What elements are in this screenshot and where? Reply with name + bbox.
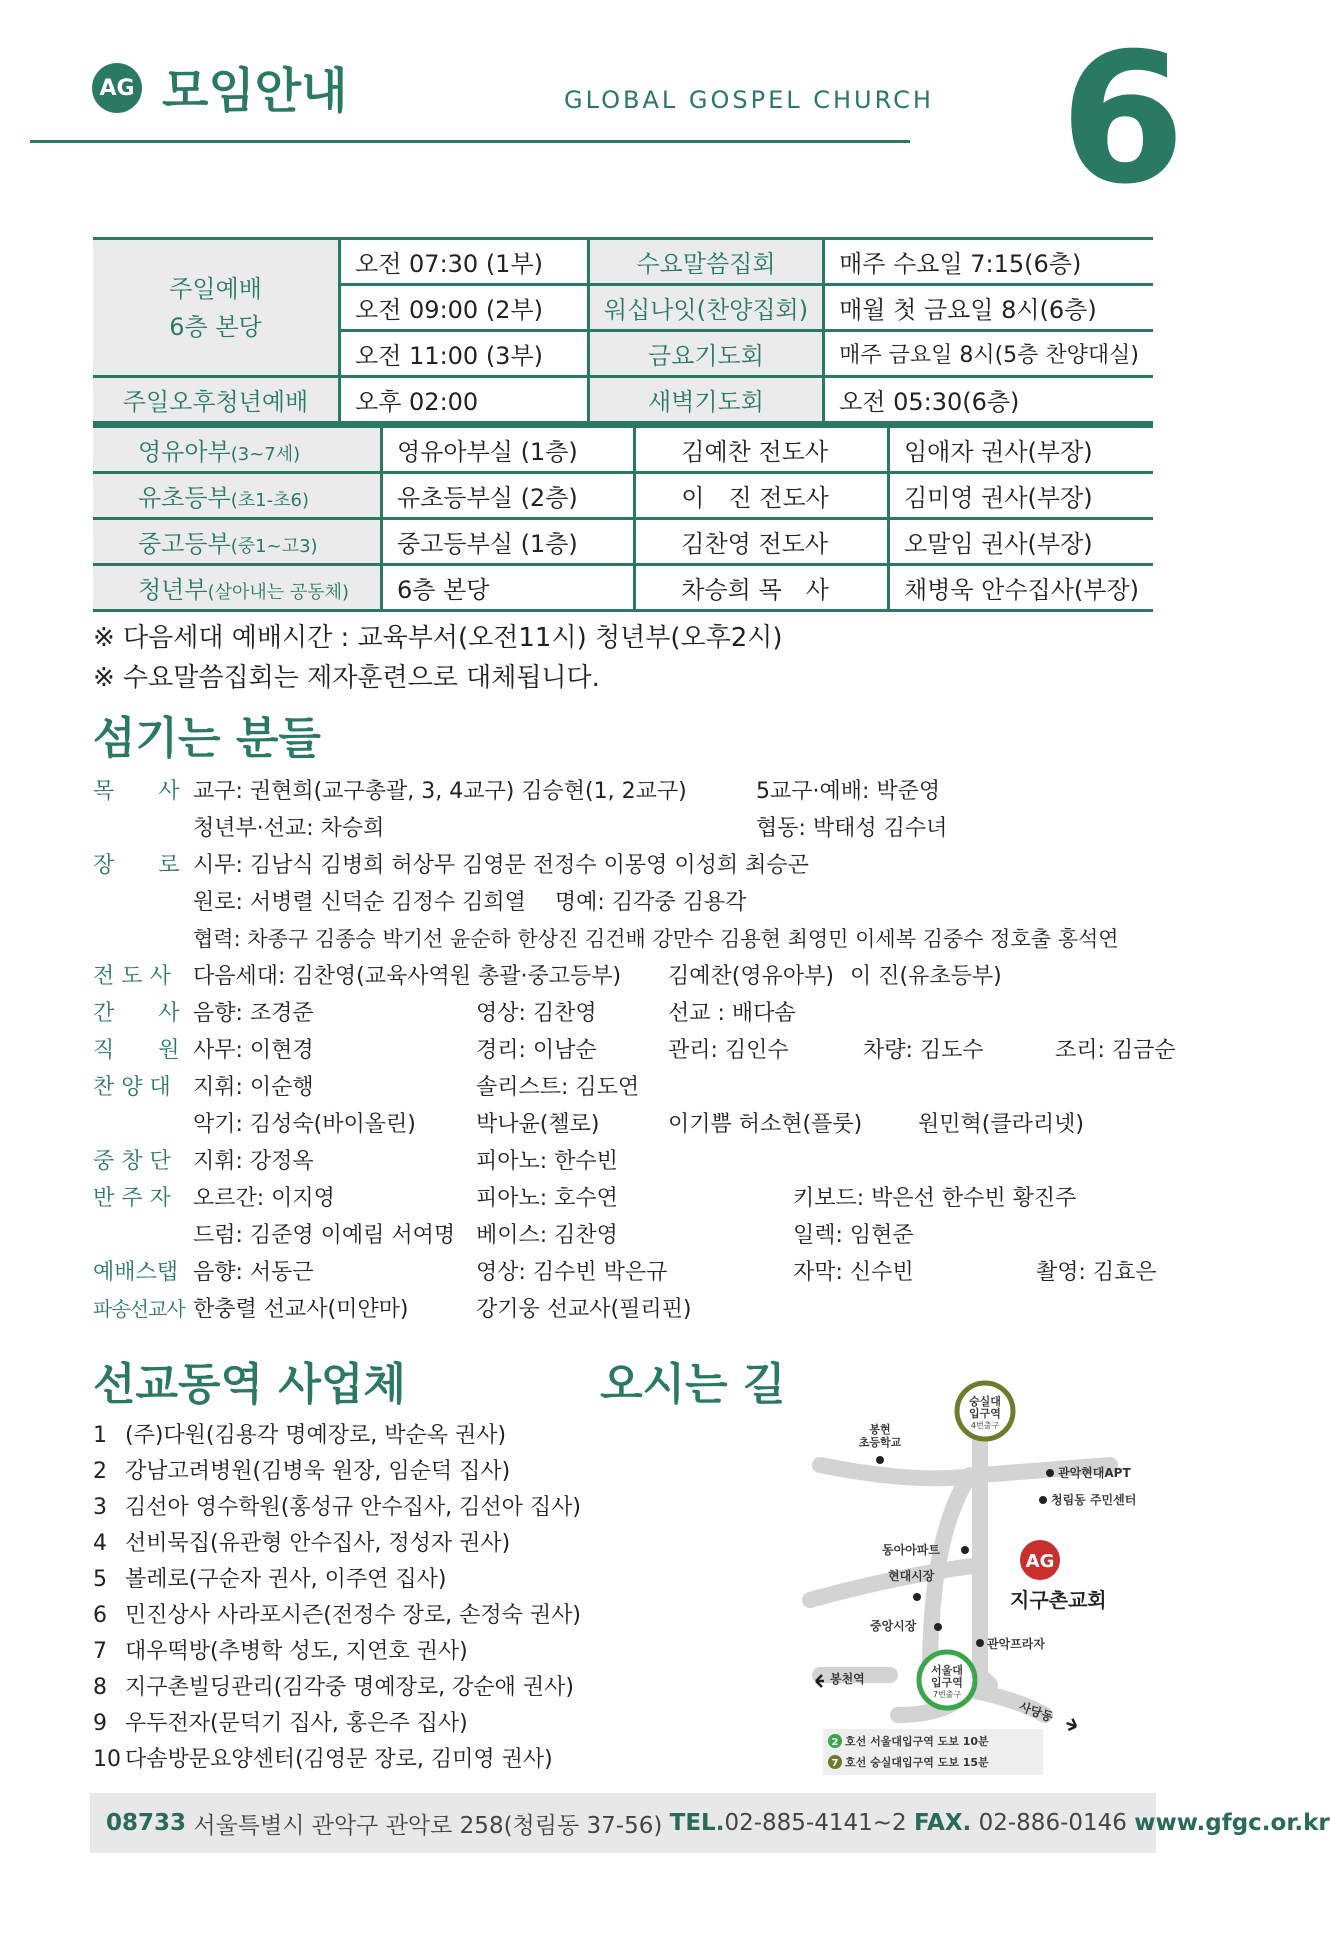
staff-entry: 조리: 김금순	[1055, 1038, 1176, 1063]
directions-section-title: 오시는 길	[600, 1359, 786, 1410]
station-bottom-name: 서울대	[931, 1664, 963, 1677]
staff-entry: 교구: 권현희(교구총괄, 3, 4교구) 김승현(1, 2교구)	[193, 779, 687, 804]
meeting-time: 매주 수요일 7:15(6층)	[824, 239, 1153, 285]
youth-worship-time: 오후 02:00	[340, 377, 589, 423]
meeting-label: 금요기도회	[588, 331, 823, 377]
staff-row-accompanist	[93, 1180, 1193, 1217]
meeting-time: 매주 금요일 8시(5층 찬양대실)	[824, 331, 1153, 377]
apt-label: 관악현대APT	[1058, 1466, 1131, 1480]
market1-dot	[913, 1593, 921, 1601]
station-bottom-exit: 7번출구	[932, 1690, 962, 1699]
staff-entry: 베이스: 김찬영	[476, 1223, 618, 1248]
department-pastor: 이 진 전도사	[635, 473, 889, 519]
list-item: 5 볼레로(구순자 권사, 이주연 집사)	[93, 1567, 447, 1592]
staff-entry: 협동: 박태성 김수녀	[756, 816, 948, 841]
staff-entry: 드럼: 김준영 이예림 서여명	[193, 1223, 456, 1248]
department-name: 중고등부	[138, 530, 231, 558]
school-label: 봉현	[869, 1423, 891, 1436]
department-age: (초1-초6)	[230, 490, 309, 511]
department-table	[93, 423, 1153, 612]
role-label: 간 사	[93, 1001, 180, 1026]
staff-entry: 음향: 서동근	[193, 1260, 314, 1285]
business-name: 김선아 영수학원(홍성규 안수집사, 김선아 집사)	[125, 1495, 581, 1520]
department-room: 중고등부실 (1층)	[382, 519, 635, 565]
business-name: (주)다원(김용각 명예장로, 박순옥 권사)	[125, 1423, 507, 1448]
staff-entry: 지휘: 이순행	[193, 1075, 314, 1100]
staff-entry: 이 진(유초등부)	[850, 964, 1002, 989]
staff-entry: 원로: 서병렬 신덕순 김정수 김희열 명예: 김각중 김용각	[193, 890, 747, 915]
meeting-label: 워십나잇(찬양집회)	[588, 285, 823, 331]
staff-entry: 청년부·선교: 차승희	[193, 816, 385, 841]
footer-bar	[90, 1793, 1330, 1853]
table-row	[93, 565, 1153, 611]
staff-row-gansa	[93, 995, 1193, 1032]
market1-label: 현대시장	[888, 1569, 935, 1583]
department-age: (중1~고3)	[230, 536, 318, 557]
staff-row-ensemble	[93, 1143, 1193, 1180]
station-top-name2: 입구역	[969, 1407, 1001, 1420]
line7-directions: 호선 숭실대입구역 도보 15분	[845, 1756, 989, 1769]
donga-label: 동아아파트	[882, 1543, 940, 1557]
footer-address: 서울특별시 관악구 관악로 258(청림동 37-56)	[186, 1812, 670, 1839]
role-label: 직 원	[93, 1038, 180, 1063]
staff-entry: 악기: 김성숙(바이올린)	[193, 1112, 416, 1137]
role-label: 전 도 사	[93, 964, 171, 989]
department-age: (살아내는 공동체)	[207, 582, 350, 603]
worship-time: 오전 07:30 (1부)	[340, 239, 589, 285]
staff-entry: 피아노: 호수연	[476, 1186, 618, 1211]
left-direction-label: 봉천역	[830, 1672, 865, 1686]
page-title: 모임안내	[162, 63, 348, 119]
staff-entry: 이기쁨 허소현(플룻)	[668, 1112, 863, 1137]
staff-row-missionary	[93, 1291, 1193, 1328]
worship-time: 오전 09:00 (2부)	[340, 285, 589, 331]
department-pastor: 차승희 목 사	[635, 565, 889, 611]
meeting-label: 수요말씀집회	[588, 239, 823, 285]
table-row	[93, 426, 1153, 473]
department-room: 유초등부실 (2층)	[382, 473, 635, 519]
meeting-time: 오전 05:30(6층)	[824, 377, 1153, 423]
footer-tel: 02-885-4141~2	[724, 1810, 914, 1836]
line2-number: 2	[831, 1737, 839, 1748]
staff-row-staffer	[93, 1032, 1193, 1069]
staff-row-elder-3	[93, 921, 1193, 958]
church-map-name: 지구촌교회	[1010, 1588, 1107, 1612]
staff-entry: 일렉: 임현준	[793, 1223, 914, 1248]
business-name: 선비묵집(유관형 안수집사, 정성자 권사)	[125, 1531, 511, 1556]
worship-table	[93, 237, 1153, 424]
staff-entry: 5교구·예배: 박준영	[756, 779, 941, 804]
staff-entry: 솔리스트: 김도연	[476, 1075, 640, 1100]
staff-section-title: 섬기는 분들	[93, 713, 321, 764]
business-name: 강남고려병원(김병욱 원장, 임순덕 집사)	[125, 1459, 511, 1484]
business-name: 민진상사 사라포시즌(전정수 장로, 손정숙 권사)	[125, 1603, 581, 1628]
church-map-logo-text: AG	[1025, 1551, 1055, 1572]
staff-row-accompanist-2	[93, 1217, 1193, 1254]
staff-entry: 사무: 이현경	[193, 1038, 314, 1063]
list-item: 6 민진상사 사라포시즌(전정수 장로, 손정숙 권사)	[93, 1603, 581, 1628]
staff-row-pastor-2	[93, 810, 1193, 847]
center-dot	[1039, 1496, 1047, 1504]
staff-row-choir	[93, 1069, 1193, 1106]
staff-entry: 박나윤(첼로)	[476, 1112, 600, 1137]
department-head: 채병욱 안수집사(부장)	[888, 565, 1153, 611]
staff-entry: 협력: 차종구 김종승 박기선 윤순하 한상진 김건배 강만수 김용현 최영민 이세복 김중수 정호출 홍석연	[193, 927, 1119, 951]
market2-dot	[934, 1623, 942, 1631]
footer-fax: 02-886-0146	[971, 1810, 1135, 1836]
department-room: 6층 본당	[382, 565, 635, 611]
role-label: 장 로	[93, 853, 180, 878]
school-dot	[876, 1456, 884, 1464]
line7-number: 7	[831, 1758, 839, 1769]
center-label: 청림동 주민센터	[1051, 1493, 1137, 1507]
department-pastor: 김찬영 전도사	[635, 519, 889, 565]
staff-entry: 음향: 조경준	[193, 1001, 314, 1026]
list-item: 10 다솜방문요양센터(김영문 장로, 김미영 권사)	[93, 1747, 553, 1772]
staff-list	[93, 773, 1193, 1328]
business-name: 지구촌빌딩관리(김각중 명예장로, 강순애 권사)	[125, 1675, 574, 1700]
staff-entry: 영상: 김수빈 박은규	[476, 1260, 668, 1285]
sunday-worship-label: 주일예배	[169, 274, 262, 303]
footer-website-link[interactable]: www.gfgc.or.kr	[1134, 1810, 1330, 1836]
right-arrow-icon	[1065, 1717, 1079, 1732]
list-item: 2 강남고려병원(김병욱 원장, 임순덕 집사)	[93, 1459, 511, 1484]
staff-row-worship-staff	[93, 1254, 1193, 1291]
staff-entry: 관리: 김인수	[668, 1038, 789, 1063]
line2-directions: 호선 서울대입구역 도보 10분	[845, 1735, 989, 1748]
note-line: ※ 수요말씀집회는 제자훈련으로 대체됩니다.	[93, 663, 600, 693]
staff-entry: 한충렬 선교사(미얀마)	[193, 1297, 409, 1322]
role-label: 중 창 단	[93, 1149, 171, 1174]
role-label: 파송선교사	[93, 1297, 185, 1321]
department-name: 유초등부	[138, 484, 231, 512]
staff-row-choir-2	[93, 1106, 1193, 1143]
station-bottom-name2: 입구역	[931, 1676, 963, 1689]
staff-entry: 키보드: 박은선 한수빈 황진주	[793, 1186, 1077, 1211]
role-label: 예배스탭	[93, 1260, 179, 1285]
staff-entry: 지휘: 강정옥	[193, 1149, 314, 1174]
station-top-exit: 4번출구	[970, 1421, 1000, 1430]
staff-entry: 피아노: 한수빈	[476, 1149, 618, 1174]
page-number: 6	[1060, 15, 1186, 224]
footer-zip: 08733	[106, 1810, 187, 1836]
staff-entry: 김예찬(영유아부)	[668, 964, 834, 989]
business-name: 우두전자(문덕기 집사, 홍은주 집사)	[125, 1711, 468, 1736]
staff-entry: 차량: 김도수	[863, 1038, 984, 1063]
table-row	[93, 519, 1153, 565]
staff-entry: 자막: 신수빈	[793, 1260, 914, 1285]
footer-fax-label: FAX.	[913, 1810, 972, 1836]
department-name: 영유아부	[138, 438, 231, 466]
market2-label: 중앙시장	[870, 1619, 917, 1633]
church-logo: AG	[92, 63, 142, 113]
department-name-cell	[93, 565, 382, 611]
department-age: (3~7세)	[230, 444, 301, 465]
business-list	[93, 1418, 581, 1778]
staff-entry: 오르간: 이지영	[193, 1186, 335, 1211]
list-item: 1 (주)다원(김용각 명예장로, 박순옥 권사)	[93, 1423, 507, 1448]
list-item: 8 지구촌빌딩관리(김각중 명예장로, 강순애 권사)	[93, 1675, 574, 1700]
note-line: ※ 다음세대 예배시간 : 교육부서(오전11시) 청년부(오후2시)	[93, 623, 783, 653]
staff-row-evangelist	[93, 958, 1193, 995]
directions-map	[780, 1375, 1180, 1775]
business-name: 다솜방문요양센터(김영문 장로, 김미영 권사)	[125, 1747, 553, 1772]
staff-entry: 시무: 김남식 김병희 허상무 김영문 전정수 이몽영 이성희 최승곤	[193, 853, 809, 878]
staff-entry: 영상: 김찬영	[476, 1001, 597, 1026]
department-name: 청년부	[138, 576, 208, 604]
youth-worship-label: 주일오후청년예배	[93, 377, 340, 423]
business-name: 대우떡방(추병학 성도, 지연호 권사)	[125, 1639, 468, 1664]
station-top-name: 숭실대	[969, 1395, 1001, 1408]
role-label: 반 주 자	[93, 1186, 171, 1211]
sunday-worship-place: 6층 본당	[169, 312, 262, 341]
department-head: 김미영 권사(부장)	[888, 473, 1153, 519]
meeting-label: 새벽기도회	[588, 377, 823, 423]
right-direction-label: 사당동	[1017, 1699, 1055, 1725]
list-item: 4 선비묵집(유관형 안수집사, 정성자 권사)	[93, 1531, 511, 1556]
meeting-time: 매월 첫 금요일 8시(6층)	[824, 285, 1153, 331]
staff-entry: 원민혁(클라리넷)	[918, 1112, 1084, 1137]
department-room: 영유아부실 (1층)	[382, 426, 635, 473]
footer-tel-label: TEL.	[669, 1810, 725, 1836]
business-section-title: 선교동역 사업체	[93, 1359, 406, 1410]
apt-dot	[1046, 1469, 1054, 1477]
staff-entry: 경리: 이남순	[476, 1038, 597, 1063]
header-divider	[30, 140, 910, 143]
business-name: 볼레로(구순자 권사, 이주연 집사)	[125, 1567, 447, 1592]
list-item: 3 김선아 영수학원(홍성규 안수집사, 김선아 집사)	[93, 1495, 581, 1520]
staff-row-elder-2	[93, 884, 1193, 921]
staff-entry: 촬영: 김효은	[1036, 1260, 1157, 1285]
department-name-cell	[93, 426, 382, 473]
school-label2: 초등학교	[858, 1436, 902, 1449]
donga-dot	[961, 1546, 969, 1554]
plaza-dot	[976, 1639, 984, 1647]
plaza-label: 관악프라자	[987, 1637, 1045, 1651]
church-name: GLOBAL GOSPEL CHURCH	[564, 86, 934, 114]
department-head: 임애자 권사(부장)	[888, 426, 1153, 473]
staff-row-pastor	[93, 773, 1193, 810]
staff-entry: 선교 : 배다솜	[668, 1001, 796, 1026]
department-name-cell	[93, 473, 382, 519]
schedule-notes	[93, 618, 783, 698]
sunday-worship-cell	[93, 239, 340, 377]
department-name-cell	[93, 519, 382, 565]
role-label: 목 사	[93, 779, 180, 804]
department-pastor: 김예찬 전도사	[635, 426, 889, 473]
table-row	[93, 473, 1153, 519]
list-item: 7 대우떡방(추병학 성도, 지연호 권사)	[93, 1639, 468, 1664]
staff-entry: 다음세대: 김찬영(교육사역원 총괄·중고등부)	[193, 964, 622, 989]
department-head: 오말임 권사(부장)	[888, 519, 1153, 565]
role-label: 찬 양 대	[93, 1075, 171, 1100]
staff-entry: 강기웅 선교사(필리핀)	[476, 1297, 692, 1322]
worship-time: 오전 11:00 (3부)	[340, 331, 589, 377]
list-item: 9 우두전자(문덕기 집사, 홍은주 집사)	[93, 1711, 468, 1736]
staff-row-elder	[93, 847, 1193, 884]
